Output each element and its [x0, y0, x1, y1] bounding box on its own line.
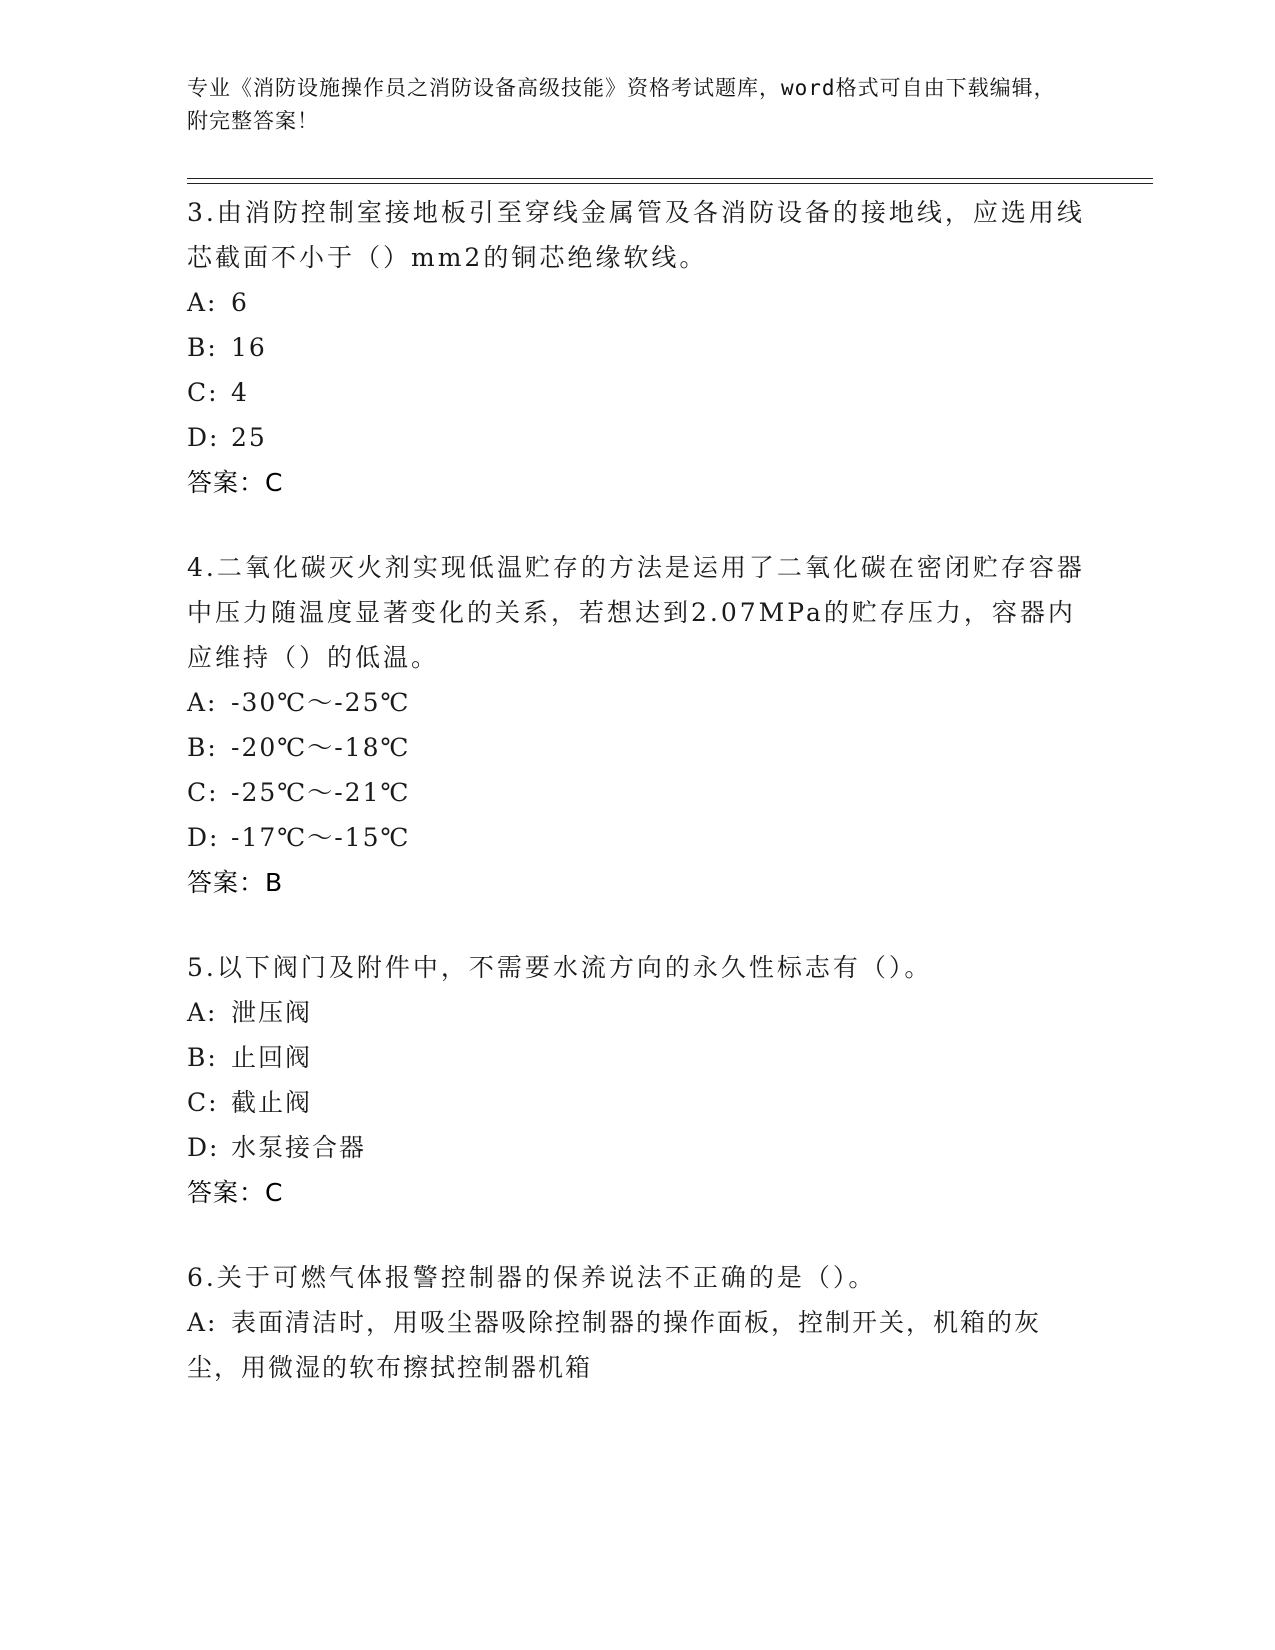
- option-key: B:: [187, 333, 218, 362]
- option-key: C:: [187, 1088, 219, 1117]
- question-list: [187, 190, 1087, 1430]
- option-key: C:: [187, 378, 219, 407]
- option-key: B:: [187, 733, 218, 762]
- option-b: [187, 1035, 1087, 1080]
- question-4: [187, 545, 1087, 905]
- option-key: A:: [187, 998, 218, 1027]
- option-text: -17℃～-15℃: [231, 823, 411, 852]
- option-c: [187, 370, 1087, 415]
- option-a: [187, 990, 1087, 1035]
- question-stem: 5.以下阀门及附件中，不需要水流方向的永久性标志有（）。: [187, 953, 933, 982]
- option-key: A:: [187, 688, 218, 717]
- option-key: A:: [187, 288, 218, 317]
- answer-label: 答案：B: [187, 868, 284, 897]
- option-text: 止回阀: [231, 1043, 313, 1072]
- question-stem: 6.关于可燃气体报警控制器的保养说法不正确的是（）。: [187, 1263, 877, 1292]
- option-a: [187, 680, 1087, 725]
- option-text: 16: [231, 333, 267, 362]
- option-d: [187, 1125, 1087, 1170]
- option-text: 表面清洁时，用吸尘器吸除控制器的操作面板，控制开关，机箱的灰尘，用微湿的软布擦拭控制器机箱: [187, 1308, 1042, 1382]
- option-key: B:: [187, 1043, 218, 1072]
- question-stem: 4.二氧化碳灭火剂实现低温贮存的方法是运用了二氧化碳在密闭贮存容器中压力随温度显著变化的关系，若想达到2.07MPa的贮存压力，容器内应维持（）的低温。: [187, 553, 1085, 672]
- option-c: [187, 1080, 1087, 1125]
- option-text: 4: [231, 378, 249, 407]
- option-a: [187, 280, 1087, 325]
- option-key: D:: [187, 423, 220, 452]
- option-c: [187, 770, 1087, 815]
- option-text: 泄压阀: [231, 998, 313, 1027]
- option-d: [187, 415, 1087, 460]
- option-d: [187, 815, 1087, 860]
- option-text: -25℃～-21℃: [231, 778, 411, 807]
- option-text: 25: [231, 423, 267, 452]
- question-6: [187, 1255, 1087, 1390]
- option-text: -30℃～-25℃: [231, 688, 411, 717]
- option-text: 截止阀: [231, 1088, 313, 1117]
- option-b: [187, 325, 1087, 370]
- option-text: 6: [231, 288, 249, 317]
- question-3: [187, 190, 1087, 505]
- answer-label: 答案：C: [187, 1178, 284, 1207]
- header-note: 专业《消防设施操作员之消防设备高级技能》资格考试题库，word格式可自由下载编辑，附完整答案！: [187, 76, 1056, 133]
- option-b: [187, 725, 1087, 770]
- option-text: -20℃～-18℃: [231, 733, 411, 762]
- answer-label: 答案：C: [187, 468, 284, 497]
- option-key: D:: [187, 823, 220, 852]
- option-key: C:: [187, 778, 219, 807]
- option-key: D:: [187, 1133, 220, 1162]
- question-stem: 3.由消防控制室接地板引至穿线金属管及各消防设备的接地线，应选用线芯截面不小于（）mm2的铜芯绝缘软线。: [187, 198, 1085, 272]
- header-divider-top: [187, 178, 1153, 179]
- header-divider-bottom: [187, 183, 1153, 184]
- question-5: [187, 945, 1087, 1215]
- option-a: [187, 1300, 1087, 1390]
- option-key: A:: [187, 1308, 218, 1337]
- option-text: 水泵接合器: [231, 1133, 367, 1162]
